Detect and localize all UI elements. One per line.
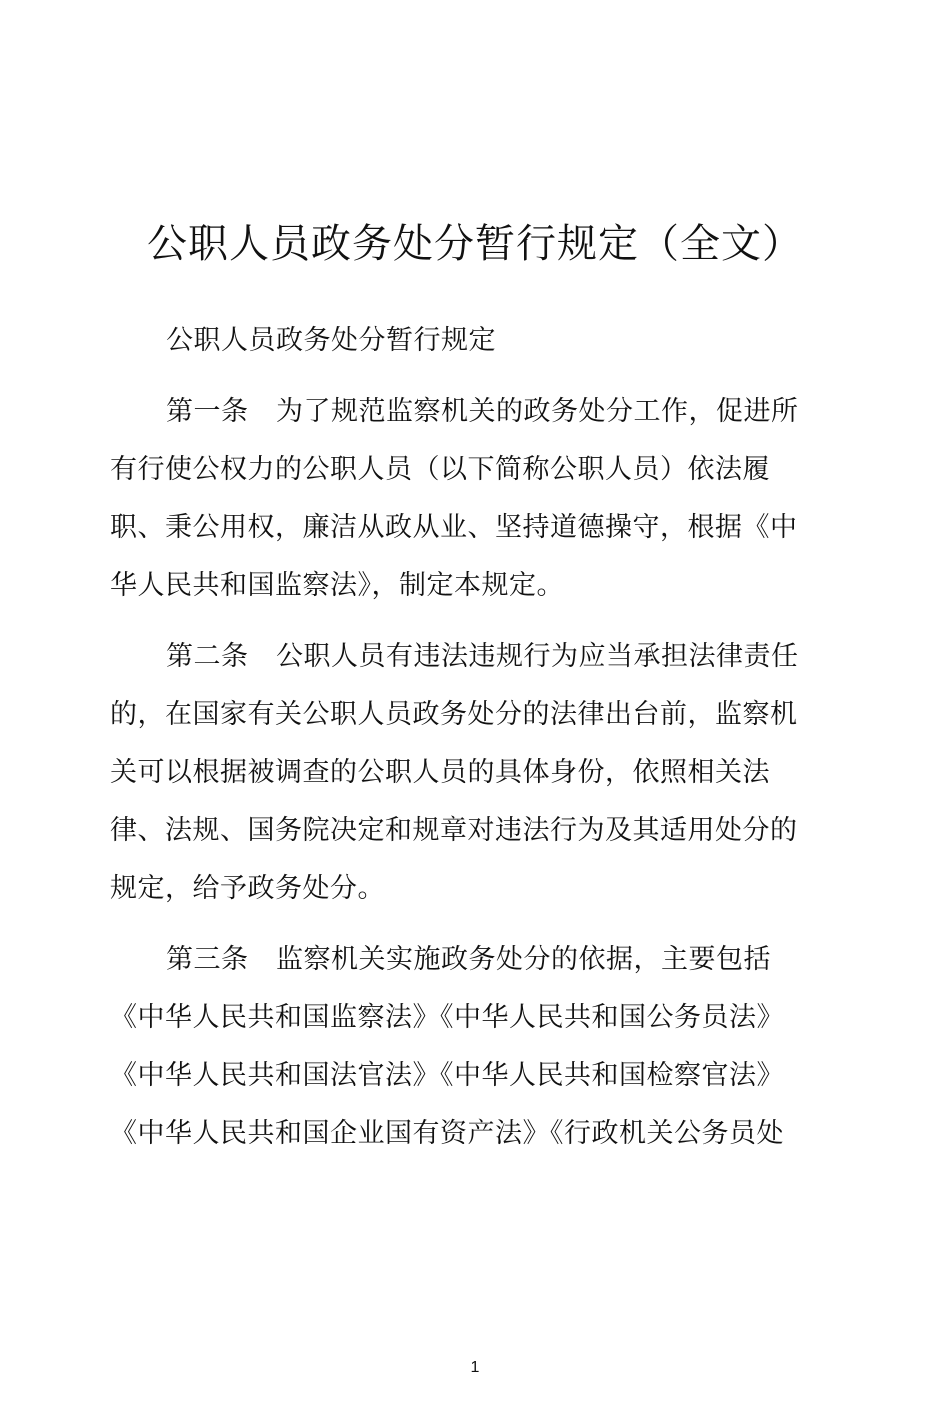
article-3-paragraph: [110, 931, 840, 1163]
subtitle-line: 公职人员政务处分暂行规定: [166, 325, 496, 356]
document-body: [110, 312, 840, 1176]
article-line: 有行使公权力的公职人员（以下简称公职人员）依法履: [110, 454, 770, 485]
article-line: 职、秉公用权，廉洁从政从业、坚持道德操守，根据《中: [110, 512, 798, 543]
subtitle-paragraph: [110, 312, 840, 370]
article-line: 第二条 公职人员有违法违规行为应当承担法律责任: [166, 641, 799, 672]
article-line: 第三条 监察机关实施政务处分的依据，主要包括: [166, 944, 771, 975]
page-number: 1: [470, 1359, 480, 1376]
article-1-paragraph: [110, 383, 840, 615]
article-line: 华人民共和国监察法》，制定本规定。: [110, 570, 564, 601]
article-line: 《中华人民共和国监察法》《中华人民共和国公务员法》: [110, 1002, 784, 1033]
article-line: 《中华人民共和国法官法》《中华人民共和国检察官法》: [110, 1060, 784, 1091]
article-line: 的，在国家有关公职人员政务处分的法律出台前，监察机: [110, 699, 798, 730]
article-2-paragraph: [110, 628, 840, 918]
article-line: 规定，给予政务处分。: [110, 873, 385, 904]
article-line: 关可以根据被调查的公职人员的具体身份，依照相关法: [110, 757, 770, 788]
article-line: 《中华人民共和国企业国有资产法》《行政机关公务员处: [110, 1118, 784, 1149]
document-title: 公职人员政务处分暂行规定（全文）: [147, 221, 803, 267]
article-line: 第一条 为了规范监察机关的政务处分工作，促进所: [166, 396, 799, 427]
article-line: 律、法规、国务院决定和规章对违法行为及其适用处分的: [110, 815, 798, 846]
